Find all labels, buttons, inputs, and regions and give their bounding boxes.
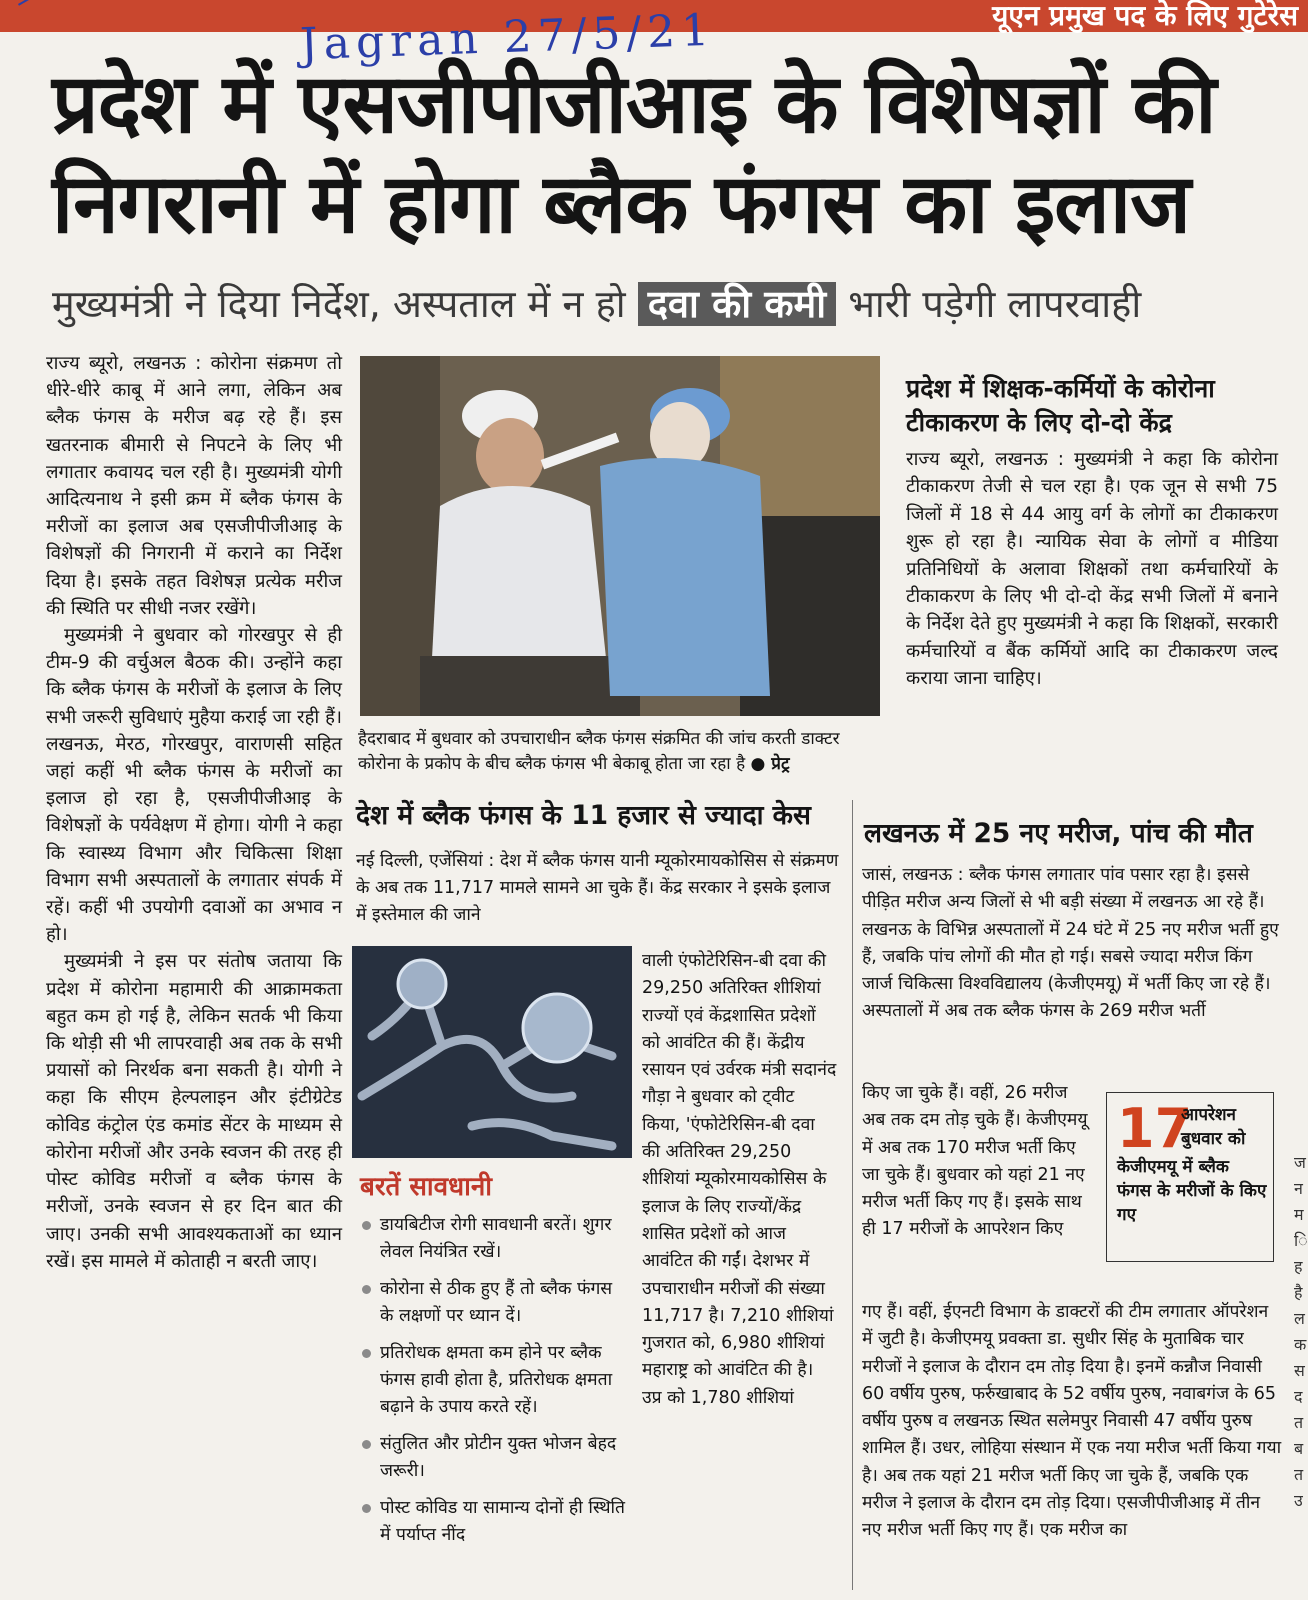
story3-paragraph-1: जासं, लखनऊ : ब्लैक फंगस लगातार पांव पसार रहा है। इससे पीड़ित मरीज अन्य जिलों से भी बड़ी संख्या में लखनऊ आ रहे हैं। लखनऊ के विभिन्न अस्पतालों में 24 घंटे में 25 नए मरीज भर्ती हुए हैं, जबकि पांच लोगों की मौत हो गई। सबसे ज्यादा मरीज किंग जार्ज चिकित्सा विश्वविद्यालय (केजीएमयू) में भर्ती किए जा रहे हैं। अस्पतालों में अब तक ब्लैक फंगस के 269 मरीज भर्ती: [862, 865, 1279, 1022]
fact-heading: आपरेशन बुधवार को: [1181, 1105, 1246, 1149]
handwritten-note: Jagran 27/5/21: [299, 4, 717, 71]
story2-title: देश में ब्लैक फंगस के 11 हजार से ज्यादा केस: [356, 800, 811, 831]
photo-credit: ● प्रेट्र: [750, 754, 790, 774]
sidebar-story-body: राज्य ब्यूरो, लखनऊ : मुख्यमंत्री ने कहा कि कोरोना टीकाकरण तेजी से चल रहा है। एक जून से सभी 75 जिलों में 18 से 44 आयु वर्ग के लोगों का टीकाकरण शुरू हो रहा है। न्यायिक सेवा के लोगों व मीडिया प्रतिनिधियों के अलावा शिक्षकों तथा कर्मचारियों के टीकाकरण के लिए भी दो-दो केंद्र सभी जिलों में बनाने के निर्देश देते हुए मुख्यमंत्री ने कहा कि शिक्षकों, सरकारी कर्मचारियों व बैंक कर्मियों आदि का टीकाकरण जल्द कराया जाना चाहिए।: [906, 449, 1278, 690]
main-story-paragraph-1: राज्य ब्यूरो, लखनऊ : कोरोना संक्रमण तो धीरे-धीरे काबू में आने लगा, लेकिन अब ब्लैक फंगस के मरीज बढ़ रहे हैं। इस खतरनाक बीमारी से निपटने के लिए भी लगातार कवायद चल रही है। मुख्यमंत्री योगी आदित्यनाथ ने इसी क्रम में ब्लैक फंगस के मरीजों का इलाज अब एसजीपीजीआइ के विशेषज्ञों की निगरानी में कराने का निर्देश दिया है। इसके तहत विशेषज्ञ प्रत्येक मरीज की स्थिति पर सीधी नजर रखेंगे।: [46, 353, 342, 619]
story3-title: लखनऊ में 25 नए मरीज, पांच की मौत: [864, 818, 1253, 849]
main-headline: प्रदेश में एसजीपीजीआइ के विशेषज्ञों की निगरानी में होगा ब्लैक फंगस का इलाज: [52, 57, 1216, 252]
photo-caption: [358, 727, 886, 777]
caution-item: पोस्ट कोविड या सामान्य दोनों ही स्थिति में पर्याप्त नींद: [360, 1495, 630, 1549]
caution-list: [360, 1212, 630, 1559]
column-divider: [852, 800, 853, 1590]
subhead-highlight: दवा की कमी: [638, 282, 836, 326]
story3-paragraph-3: गए हैं। वहीं, ईएनटी विभाग के डाक्टरों की टीम लगातार ऑपरेशन में जुटी है। केजीएमयू प्रवक्ता डा. सुधीर सिंह के मुताबिक चार मरीजों ने इलाज के दौरान दम तोड़ दिया है। इनमें कन्नौज निवासी 60 वर्षीय पुरुष, फर्रुखाबाद के 52 वर्षीय पुरुष, नवाबगंज के 65 वर्षीय पुरुष व लखनऊ स्थित सलेमपुर निवासी 47 वर्षीय पुरुष शामिल हैं। उधर, लोहिया संस्थान में एक नया मरीज भर्ती किया गया है। अब तक यहां 21 मरीज भर्ती किए जा चुके हैं, जबकि एक मरीज ने इलाज के दौरान दम तोड़ दिया। एसजीपीजीआइ में तीन नए मरीज भर्ती किए गए हैं। एक मरीज का: [862, 1302, 1282, 1541]
sidebar-story: [906, 372, 1278, 693]
main-story-paragraph-3: मुख्यमंत्री ने इस पर संतोष जताया कि प्रदेश में कोरोना महामारी की आक्रामकता बहुत कम हो गई है, लेकिन सतर्क भी किया कि थोड़ी सी भी लापरवाही अब तक के सभी प्रयासों को निरर्थक बना सकती है। योगी ने कहा कि सीएम हेल्पलाइन और इंटीग्रेटेड कोविड कंट्रोल एंड कमांड सेंटर के माध्यम से कोरोना मरीजों और उनके स्वजन की तरह ही पोस्ट कोविड मरीजों व ब्लैक फंगस के मरीजों, उनके स्वजन से हर दिन बात की जाए। उनकी सभी आवश्यकताओं का ध्यान रखें। इस मामले में कोताही न बरती जाए।: [46, 951, 342, 1272]
main-story-paragraph-2: मुख्यमंत्री ने बुधवार को गोरखपुर से ही टीम-9 की वर्चुअल बैठक की। उन्होंने कहा कि ब्लैक फंगस के मरीजों के इलाज के लिए सभी जरूरी सुविधाएं मुहैया कराई जा रही हैं। लखनऊ, मेरठ, गोरखपुर, वाराणसी सहित जहां कहीं भी ब्लैक फंगस के मरीजों का इलाज हो रहा है, एसजीपीजीआइ के विशेषज्ञों के पर्यवेक्षण में होगा। योगी ने कहा कि स्वास्थ्य विभाग और चिकित्सा शिक्षा विभाग सभी अस्पतालों के लगातार संपर्क में रहें। कहीं भी उपयोगी दवाओं का अभाव न हो।: [46, 625, 342, 946]
caution-title: बरतें सावधानी: [360, 1172, 493, 1202]
sidebar-story-title: प्रदेश में शिक्षक-कर्मियों के कोरोना टीकाकरण के लिए दो-दो केंद्र: [906, 374, 1215, 437]
top-band-headline: यूएन प्रमुख पद के लिए गुटेरेस: [992, 0, 1298, 32]
fact-body: केजीएमयू में ब्लैक फंगस के मरीजों के किए गए: [1117, 1157, 1267, 1225]
news-photo: [360, 356, 880, 716]
caution-item: डायबिटीज रोगी सावधानी बरतें। शुगर लेवल नियंत्रित रखें।: [360, 1212, 630, 1266]
subhead-part-2: भारी पड़ेगी लापरवाही: [848, 282, 1142, 326]
caption-text: हैदराबाद में बुधवार को उपचाराधीन ब्लैक फंगस संक्रमित की जांच करती डाक्टर कोरोना के प्रकोप के बीच ब्लैक फंगस भी बेकाबू होता जा रहा है: [358, 729, 840, 774]
caution-item: प्रतिरोधक क्षमता कम होने पर ब्लैक फंगस हावी होता है, प्रतिरोधक क्षमता बढ़ाने के उपाय करते रहें।: [360, 1340, 630, 1421]
fact-number: 17: [1117, 1097, 1193, 1160]
story3-paragraph-2: किए जा चुके हैं। वहीं, 26 मरीज अब तक दम तोड़ चुके हैं। केजीएमयू में अब तक 170 मरीज भर्ती किए जा चुके हैं। बुधवार को यहां 21 नए मरीज भर्ती किए गए हैं। इसके साथ ही 17 मरीजों के आपरेशन किए: [862, 1083, 1088, 1240]
caution-item: संतुलित और प्रोटीन युक्त भोजन बेहद जरूरी।: [360, 1431, 630, 1485]
subheadline: [52, 278, 1302, 330]
fungus-illustration: [352, 946, 632, 1158]
adjacent-column-fragment: ज न म ि ह है ल क स द त ब त उ: [1294, 1153, 1308, 1510]
fungus-image: [352, 946, 632, 1158]
photo-illustration: [360, 356, 880, 716]
caution-item: कोरोना से ठीक हुए हैं तो ब्लैक फंगस के लक्षणों पर ध्यान दें।: [360, 1276, 630, 1330]
story2-continuation: वाली एंफोटेरिसिन-बी दवा की 29,250 अतिरिक्त शीशियां राज्यों एवं केंद्रशासित प्रदेशों को आवंटित की हैं। केंद्रीय रसायन एवं उर्वरक मंत्री सदानंद गौड़ा ने बुधवार को ट्वीट किया, 'एंफोटेरिसिन-बी दवा की अतिरिक्त 29,250 शीशियां म्यूकोरमायकोसिस के इलाज के लिए राज्यों/केंद्र शासित प्रदेशों को आज आवंटित की गईं। देशभर में उपचाराधीन मरीजों की संख्या 11,717 है। 7,210 शीशियां गुजरात को, 6,980 शीशियां महाराष्ट्र को आवंटित की है। उप्र को 1,780 शीशियां: [642, 951, 837, 1408]
fact-box: [1106, 1092, 1274, 1262]
subhead-part-1: मुख्यमंत्री ने दिया निर्देश, अस्पताल में न हो: [52, 282, 626, 326]
main-story: [46, 350, 342, 1275]
story2-lead: नई दिल्ली, एजेंसियां : देश में ब्लैक फंगस यानी म्यूकोरमायकोसिस से संक्रमण के अब तक 11,717 मामले सामने आ चुके हैं। केंद्र सरकार ने इसके इलाज में इस्तेमाल की जाने: [356, 851, 839, 925]
